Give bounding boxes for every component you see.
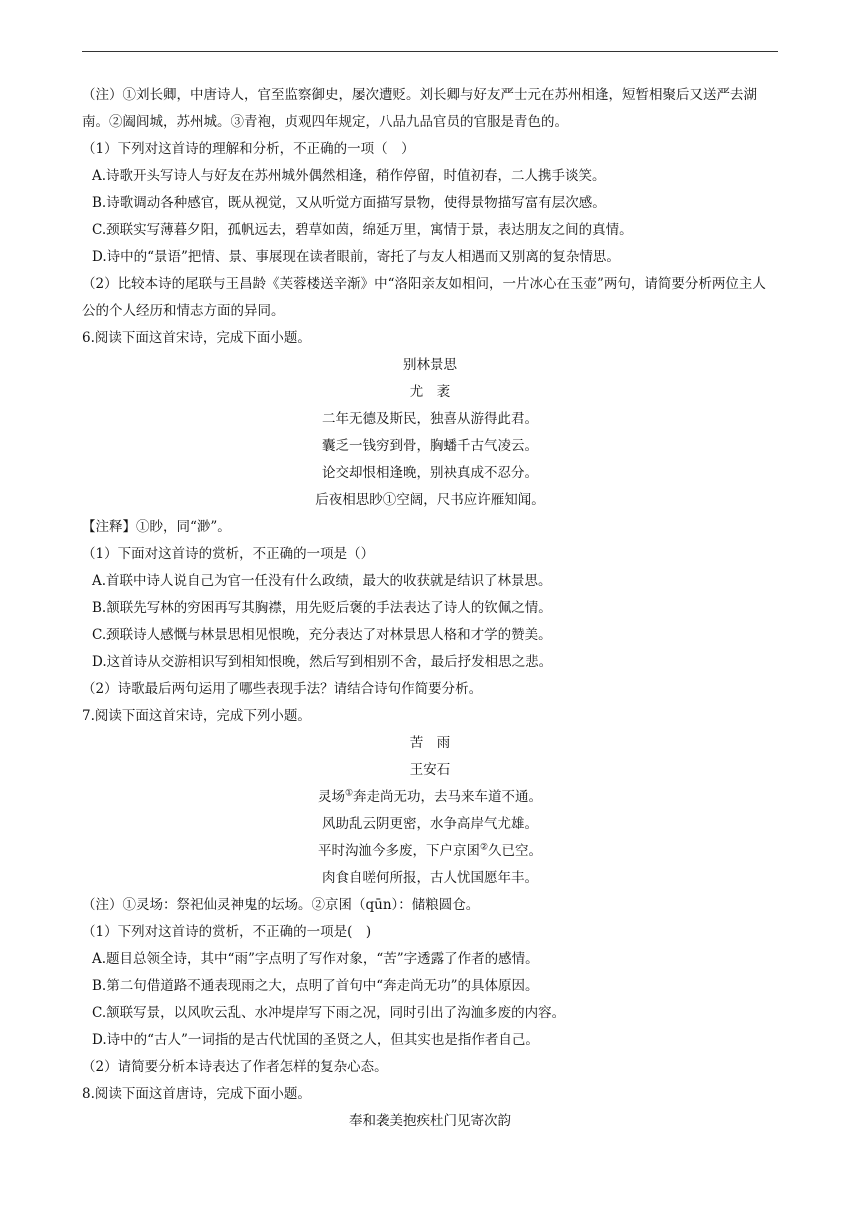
q7-sub2: （2）请简要分析本诗表达了作者怎样的复杂心态。	[82, 1059, 388, 1075]
q6-stem: 6.阅读下面这首宋诗，完成下面小题。	[82, 330, 311, 346]
q6-poem-line-4	[82, 487, 778, 514]
q7-line3-part-a: 平时沟洫今多废，下户京囷	[317, 843, 480, 859]
q7-line1-part-a: 灵场	[317, 789, 345, 805]
q6-poem-line-3: 论交却恨相逢晚，别袂真成不忍分。	[322, 465, 538, 481]
q6-line4-part-b: 空阔，尺书应许雁知闻。	[396, 492, 545, 508]
q7-note: （注）①灵场：祭祀仙灵神鬼的坛场。②京囷（qūn）：储粮圆仓。	[82, 897, 480, 913]
q7-stem: 7.阅读下面这首宋诗，完成下列小题。	[82, 708, 311, 724]
q6-line4-footnote-mark: ①	[382, 492, 397, 508]
q6-poem-title: 别林景思	[403, 357, 457, 373]
document-content	[82, 82, 778, 1135]
q6-sub1: （1）下面对这首诗的赏析，不正确的一项是（）	[82, 546, 375, 562]
q5-option-d: D.诗中的“景语”把情、景、事展现在读者眼前，寄托了与友人相遇而又别离的复杂情思。	[92, 249, 620, 265]
q6-note: 【注释】①眇，同“渺”。	[82, 519, 231, 535]
q7-poem-author: 王安石	[409, 762, 451, 778]
q6-option-c: C.颈联诗人感慨与林景思相见恨晚，充分表达了对林景思人格和才学的赞美。	[92, 627, 552, 643]
q5-option-a: A.诗歌开头写诗人与好友在苏州城外偶然相逢，稍作停留，时值初春，二人携手谈笑。	[92, 168, 606, 184]
q7-line3-footnote-mark: ②	[479, 842, 489, 853]
q6-sub2: （2）诗歌最后两句运用了哪些表现手法？请结合诗句作简要分析。	[82, 681, 483, 697]
q7-line1-part-b: 奔走尚无功，去马来车道不通。	[353, 789, 543, 805]
q6-option-a: A.首联中诗人说自己为官一任没有什么政绩，最大的收获就是结识了林景思。	[92, 573, 552, 589]
q6-option-b: B.颔联先写林的穷困再写其胸襟，用先贬后褒的手法表达了诗人的钦佩之情。	[92, 600, 552, 616]
q7-poem-line-3	[82, 838, 778, 865]
q7-line3-part-b: 久已空。	[488, 843, 543, 859]
q5-option-c: C.颈联实写薄暮夕阳，孤帆远去，碧草如茵，绵延万里，寓情于景，表达朋友之间的真情。	[92, 222, 633, 238]
q7-option-a: A.题目总领全诗，其中“雨”字点明了写作对象，“苦”字透露了作者的感情。	[92, 951, 539, 967]
q7-line1-footnote-mark: ①	[344, 788, 354, 799]
q8-stem: 8.阅读下面这首唐诗，完成下面小题。	[82, 1086, 311, 1102]
q5-sub1: （1）下列对这首诗的理解和分析，不正确的一项（ ）	[82, 141, 415, 157]
q6-option-d: D.这首诗从交游相识写到相知恨晚，然后写到相别不舍，最后抒发相思之悲。	[92, 654, 553, 670]
q7-option-b: B.第二句借道路不通表现雨之大，点明了首句中“奔走尚无功”的具体原因。	[92, 978, 539, 994]
q7-sub1: （1）下列对这首诗的赏析，不正确的一项是( )	[82, 924, 372, 940]
q7-option-c: C.颔联写景，以风吹云乱、水冲堤岸写下雨之况，同时引出了沟洫多废的内容。	[92, 1005, 566, 1021]
q5-sub2: （2）比较本诗的尾联与王昌龄《芙蓉楼送辛渐》中“洛阳亲友如相问，一片冰心在玉壶”两句，请简要分析两位主人公的个人经历和情志方面的异同。	[82, 276, 766, 319]
q6-poem-line-2: 囊乏一钱穷到骨，胸蟠千古气凌云。	[322, 438, 538, 454]
q6-poem-line-1: 二年无德及斯民，独喜从游得此君。	[322, 411, 538, 427]
q7-poem-line-4: 肉食自嗟何所报，古人忧国愿年丰。	[322, 870, 538, 886]
q7-poem-line-1	[82, 784, 778, 811]
q5-option-b: B.诗歌调动各种感官，既从视觉，又从听觉方面描写景物，使得景物描写富有层次感。	[92, 195, 606, 211]
q7-poem-line-2: 风助乱云阴更密，水争高岸气尤雄。	[322, 816, 538, 832]
q5-note: （注）①刘长卿，中唐诗人，官至监察御史，屡次遭贬。刘长卿与好友严士元在苏州相逢，短暂相聚后又送严去湖南。②阖闾城，苏州城。③青袍，贞观四年规定，八品九品官员的官服是青色的。	[82, 87, 757, 130]
q7-option-d: D.诗中的“古人”一词指的是古代忧国的圣贤之人，但其实也是指作者自己。	[92, 1032, 539, 1048]
q6-line4-part-a: 后夜相思眇	[315, 492, 383, 508]
q8-poem-title: 奉和袭美抱疾杜门见寄次韵	[349, 1113, 511, 1129]
q7-poem-title: 苦 雨	[409, 735, 451, 751]
q6-poem-author: 尤 袤	[409, 384, 451, 400]
header-rule	[82, 51, 778, 52]
